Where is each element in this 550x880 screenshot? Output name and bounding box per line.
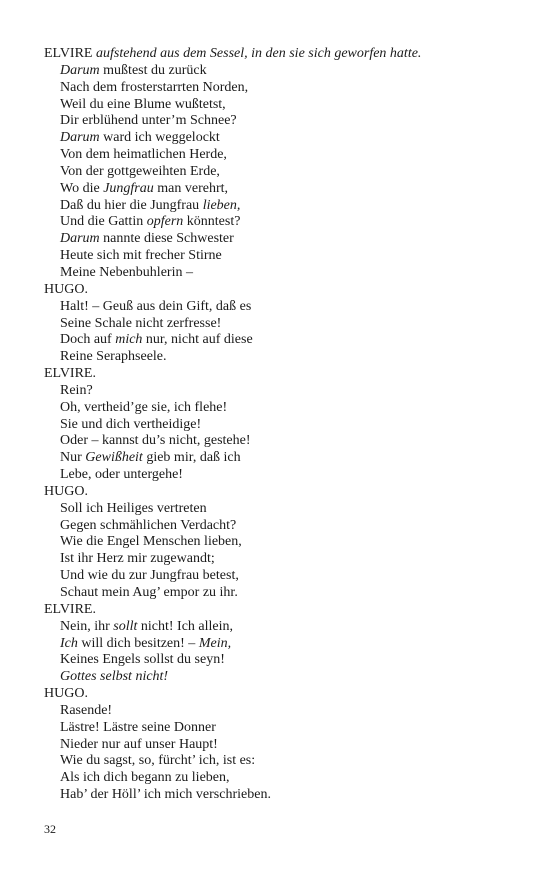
text-segment: Nach dem frosterstarrten Norden,: [60, 79, 249, 95]
text-segment: Seine Schale nicht zerfresse!: [60, 315, 222, 331]
italic-text: Gewißheit: [85, 450, 143, 466]
italic-text: lieben,: [202, 197, 241, 213]
text-segment: Wie die Engel Menschen lieben,: [60, 534, 242, 550]
verse-line: [44, 214, 514, 231]
text-segment: HUGO.: [44, 483, 88, 499]
text-segment: Sie und dich vertheidige!: [60, 416, 202, 432]
italic-text: Jungfrau: [103, 180, 154, 196]
text-segment: HUGO.: [44, 281, 88, 297]
text-segment: Lebe, oder untergehe!: [60, 467, 183, 483]
text-segment: Heute sich mit frecher Stirne: [60, 248, 222, 264]
text-segment: Wo die: [60, 180, 104, 196]
text-segment: Soll ich Heiliges vertreten: [60, 500, 207, 516]
verse-line: [44, 551, 514, 568]
verse-line: [44, 585, 514, 602]
text-segment: Gegen schmählichen Verdacht?: [60, 517, 237, 533]
italic-text: mich: [115, 332, 143, 348]
speaker-line: [44, 282, 514, 299]
text-segment: Von dem heimatlichen Herde,: [60, 147, 227, 163]
text-segment: Oder – kannst du’s nicht, gestehe!: [60, 433, 251, 449]
verse-line: [44, 703, 514, 720]
text-segment: Dir erblühend unter’m Schnee?: [60, 113, 237, 129]
verse-line: [44, 198, 514, 215]
verse-line: [44, 433, 514, 450]
text-segment: Daß du hier die Jungfrau: [60, 197, 203, 213]
verse-line: [44, 636, 514, 653]
verse-line: [44, 652, 514, 669]
text-segment: gieb mir, daß ich: [142, 450, 241, 466]
verse-line: [44, 113, 514, 130]
text-segment: Und wie du zur Jungfrau betest,: [60, 568, 239, 584]
text-segment: ELVIRE.: [44, 601, 96, 617]
text-segment: Als ich dich begann zu lieben,: [60, 770, 230, 786]
verse-line: [44, 231, 514, 248]
verse-line: [44, 619, 514, 636]
verse-line: [44, 400, 514, 417]
verse-line: [44, 450, 514, 467]
text-segment: Weil du eine Blume wußtetst,: [60, 96, 226, 112]
text-segment: Keines Engels sollst du seyn!: [60, 652, 225, 668]
text-segment: Und die Gattin: [60, 214, 147, 230]
text-segment: Rasende!: [60, 702, 113, 718]
text-segment: Nieder nur auf unser Haupt!: [60, 736, 218, 752]
verse-line: [44, 316, 514, 333]
verse-line: [44, 720, 514, 737]
verse-line: [44, 80, 514, 97]
text-segment: man verehrt,: [153, 180, 229, 196]
text-segment: Nein, ihr: [60, 618, 114, 634]
speaker-line: [44, 686, 514, 703]
text-segment: Reine Seraphseele.: [60, 349, 167, 365]
verse-line: [44, 164, 514, 181]
text-segment: Oh, vertheid’ge sie, ich flehe!: [60, 399, 228, 415]
italic-text: Mein,: [198, 635, 232, 651]
speaker-line: [44, 46, 514, 63]
italic-text: Gottes selbst nicht!: [60, 669, 169, 685]
verse-line: [44, 63, 514, 80]
text-segment: Von der gottgeweihten Erde,: [60, 163, 220, 179]
verse-line: [44, 265, 514, 282]
speaker-line: [44, 602, 514, 619]
verse-line: [44, 299, 514, 316]
italic-text: Darum: [60, 62, 100, 78]
verse-line: [44, 130, 514, 147]
text-segment: ELVIRE: [44, 46, 96, 61]
verse-line: [44, 518, 514, 535]
verse-line: [44, 332, 514, 349]
italic-text: opfern: [146, 214, 184, 230]
text-segment: Doch auf: [60, 332, 116, 348]
text-segment: nannte diese Schwester: [99, 231, 234, 247]
text-segment: könntest?: [183, 214, 241, 230]
speaker-line: [44, 366, 514, 383]
verse-line: [44, 248, 514, 265]
verse-line: [44, 753, 514, 770]
text-segment: Rein?: [60, 382, 93, 398]
italic-text: Ich: [60, 635, 78, 651]
speaker-line: [44, 484, 514, 501]
verse-line: [44, 147, 514, 164]
text-segment: HUGO.: [44, 686, 88, 702]
verse-line: [44, 534, 514, 551]
text-segment: mußtest du zurück: [99, 62, 207, 78]
verse-line: [44, 467, 514, 484]
verse-line: [44, 770, 514, 787]
italic-text: sollt: [113, 618, 138, 634]
text-segment: will dich besitzen! –: [77, 635, 199, 651]
verse-line: [44, 669, 514, 686]
text-segment: Schaut mein Aug’ empor zu ihr.: [60, 585, 238, 600]
text-segment: Wie du sagst, so, fürcht’ ich, ist es:: [60, 753, 256, 769]
verse-line: [44, 181, 514, 198]
play-text: [44, 46, 514, 804]
verse-line: [44, 417, 514, 434]
text-segment: nur, nicht auf diese: [142, 332, 253, 348]
italic-text: Darum: [60, 130, 100, 146]
text-segment: Nur: [60, 450, 86, 466]
verse-line: [44, 568, 514, 585]
text-segment: Lästre! Lästre seine Donner: [60, 719, 216, 735]
page-number: 32: [44, 822, 56, 836]
verse-line: [44, 383, 514, 400]
text-segment: Hab’ der Höll’ ich mich verschrieben.: [60, 787, 271, 803]
verse-line: [44, 501, 514, 518]
text-segment: ELVIRE.: [44, 366, 96, 382]
italic-text: aufstehend aus dem Sessel, in den sie sich geworfen hatte.: [95, 46, 422, 61]
text-segment: nicht! Ich allein,: [137, 618, 234, 634]
verse-line: [44, 787, 514, 804]
text-segment: Halt! – Geuß aus dein Gift, daß es: [60, 298, 252, 314]
text-segment: Ist ihr Herz mir zugewandt;: [60, 551, 215, 567]
verse-line: [44, 737, 514, 754]
verse-line: [44, 349, 514, 366]
text-segment: ward ich weggelockt: [99, 130, 220, 146]
text-segment: Meine Nebenbuhlerin –: [60, 264, 193, 280]
verse-line: [44, 97, 514, 114]
italic-text: Darum: [60, 231, 100, 247]
